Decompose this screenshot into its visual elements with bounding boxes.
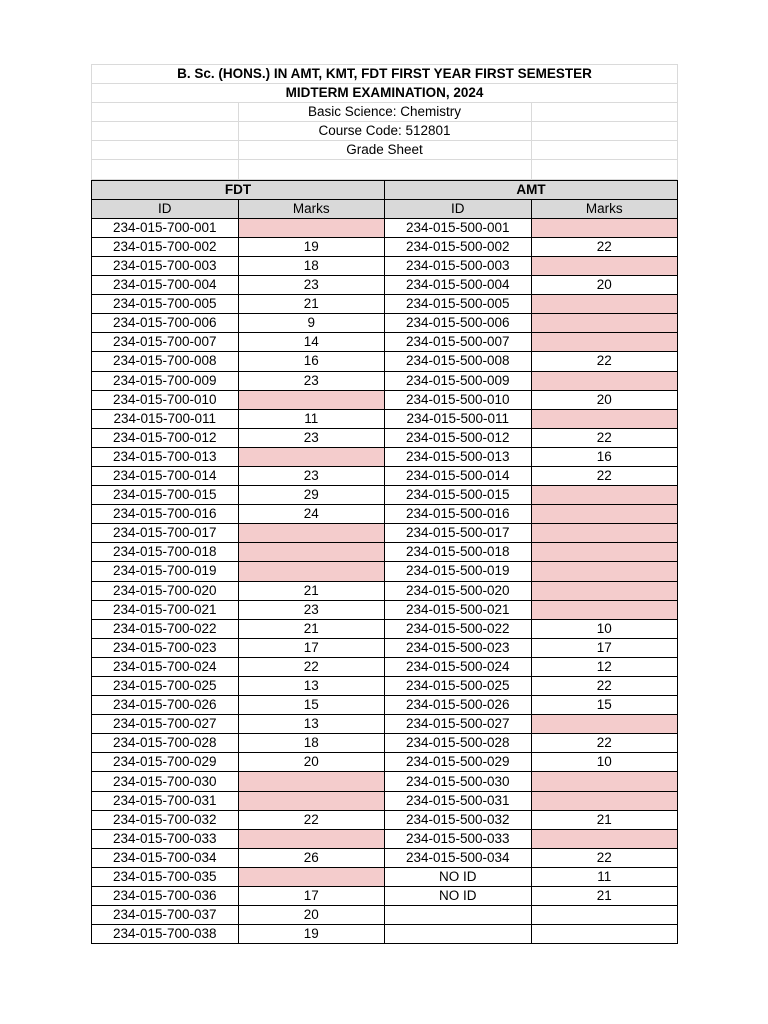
fdt-id-cell: 234-015-700-034: [92, 848, 239, 867]
table-row: [92, 428, 678, 447]
fdt-marks-cell: 23: [238, 600, 385, 619]
table-row: [92, 829, 678, 848]
fdt-id-cell: 234-015-700-033: [92, 829, 239, 848]
table-row: [92, 466, 678, 485]
fdt-id-cell: 234-015-700-024: [92, 657, 239, 676]
table-row: [92, 619, 678, 638]
fdt-id-cell: 234-015-700-018: [92, 543, 239, 562]
fdt-marks-cell: 20: [238, 753, 385, 772]
amt-id-cell: 234-015-500-016: [385, 505, 532, 524]
table-row: [92, 371, 678, 390]
fdt-id-cell: 234-015-700-012: [92, 428, 239, 447]
grade-sheet: [91, 64, 677, 944]
fdt-id-cell: 234-015-700-038: [92, 925, 239, 944]
amt-id-cell: 234-015-500-024: [385, 657, 532, 676]
amt-marks-cell: [531, 314, 678, 333]
amt-marks-cell: 16: [531, 447, 678, 466]
amt-id-cell: 234-015-500-011: [385, 409, 532, 428]
amt-marks-cell: 20: [531, 276, 678, 295]
fdt-marks-cell: 21: [238, 581, 385, 600]
fdt-id-cell: 234-015-700-001: [92, 218, 239, 237]
amt-marks-cell: [531, 600, 678, 619]
fdt-marks-cell: 21: [238, 295, 385, 314]
fdt-marks-cell: 29: [238, 486, 385, 505]
amt-id-cell: [385, 906, 532, 925]
amt-id-cell: 234-015-500-020: [385, 581, 532, 600]
amt-id-cell: 234-015-500-014: [385, 466, 532, 485]
table-row: [92, 600, 678, 619]
fdt-marks-cell: 22: [238, 810, 385, 829]
fdt-id-cell: 234-015-700-015: [92, 486, 239, 505]
fdt-id-cell: 234-015-700-008: [92, 352, 239, 371]
fdt-marks-cell: [238, 524, 385, 543]
amt-id-cell: NO ID: [385, 867, 532, 886]
section-header-amt: AMT: [385, 180, 678, 199]
fdt-marks-cell: [238, 562, 385, 581]
fdt-marks-cell: [238, 543, 385, 562]
amt-marks-cell: 22: [531, 352, 678, 371]
table-row: [92, 753, 678, 772]
amt-id-cell: 234-015-500-005: [385, 295, 532, 314]
fdt-marks-cell: 18: [238, 734, 385, 753]
fdt-marks-cell: 23: [238, 428, 385, 447]
fdt-marks-cell: 11: [238, 409, 385, 428]
amt-marks-cell: [531, 791, 678, 810]
fdt-marks-cell: 18: [238, 256, 385, 275]
fdt-marks-cell: 14: [238, 333, 385, 352]
fdt-id-cell: 234-015-700-020: [92, 581, 239, 600]
fdt-marks-cell: 26: [238, 848, 385, 867]
title-line-2: MIDTERM EXAMINATION, 2024: [92, 84, 678, 103]
fdt-marks-cell: 24: [238, 505, 385, 524]
amt-marks-cell: 22: [531, 734, 678, 753]
amt-id-cell: 234-015-500-006: [385, 314, 532, 333]
amt-marks-cell: [531, 543, 678, 562]
amt-marks-cell: [531, 829, 678, 848]
amt-marks-cell: 22: [531, 677, 678, 696]
fdt-id-cell: 234-015-700-025: [92, 677, 239, 696]
fdt-id-cell: 234-015-700-004: [92, 276, 239, 295]
table-row: [92, 810, 678, 829]
fdt-id-cell: 234-015-700-023: [92, 638, 239, 657]
fdt-marks-cell: 16: [238, 352, 385, 371]
fdt-id-cell: 234-015-700-016: [92, 505, 239, 524]
table-row: [92, 715, 678, 734]
amt-id-cell: 234-015-500-021: [385, 600, 532, 619]
amt-id-cell: 234-015-500-028: [385, 734, 532, 753]
column-header-fdt-marks: Marks: [238, 199, 385, 218]
amt-id-cell: 234-015-500-013: [385, 447, 532, 466]
amt-marks-cell: 10: [531, 619, 678, 638]
amt-marks-cell: 21: [531, 810, 678, 829]
amt-marks-cell: [531, 333, 678, 352]
fdt-marks-cell: [238, 791, 385, 810]
course-code: Course Code: 512801: [238, 122, 531, 141]
amt-marks-cell: 15: [531, 696, 678, 715]
amt-marks-cell: 21: [531, 887, 678, 906]
amt-marks-cell: 12: [531, 657, 678, 676]
amt-marks-cell: [531, 562, 678, 581]
grade-table: [91, 180, 678, 945]
amt-id-cell: 234-015-500-015: [385, 486, 532, 505]
table-row: [92, 734, 678, 753]
title-line-1: B. Sc. (HONS.) IN AMT, KMT, FDT FIRST YEAR FIRST SEMESTER: [92, 65, 678, 84]
table-row: [92, 562, 678, 581]
fdt-id-cell: 234-015-700-014: [92, 466, 239, 485]
amt-marks-cell: 11: [531, 867, 678, 886]
amt-id-cell: 234-015-500-010: [385, 390, 532, 409]
table-row: [92, 256, 678, 275]
amt-marks-cell: [531, 925, 678, 944]
fdt-id-cell: 234-015-700-009: [92, 371, 239, 390]
fdt-marks-cell: [238, 867, 385, 886]
fdt-marks-cell: [238, 829, 385, 848]
amt-marks-cell: [531, 524, 678, 543]
table-row: [92, 276, 678, 295]
fdt-marks-cell: 17: [238, 887, 385, 906]
fdt-id-cell: 234-015-700-005: [92, 295, 239, 314]
amt-id-cell: [385, 925, 532, 944]
amt-marks-cell: [531, 772, 678, 791]
table-row: [92, 772, 678, 791]
amt-id-cell: 234-015-500-004: [385, 276, 532, 295]
fdt-marks-cell: [238, 390, 385, 409]
fdt-marks-cell: 13: [238, 715, 385, 734]
fdt-marks-cell: 13: [238, 677, 385, 696]
amt-id-cell: 234-015-500-026: [385, 696, 532, 715]
table-row: [92, 505, 678, 524]
amt-id-cell: 234-015-500-027: [385, 715, 532, 734]
amt-id-cell: 234-015-500-018: [385, 543, 532, 562]
amt-marks-cell: [531, 256, 678, 275]
table-row: [92, 696, 678, 715]
fdt-marks-cell: [238, 447, 385, 466]
table-row: [92, 887, 678, 906]
fdt-id-cell: 234-015-700-019: [92, 562, 239, 581]
amt-id-cell: 234-015-500-017: [385, 524, 532, 543]
table-row: [92, 906, 678, 925]
fdt-id-cell: 234-015-700-021: [92, 600, 239, 619]
amt-marks-cell: [531, 715, 678, 734]
section-header-fdt: FDT: [92, 180, 385, 199]
table-row: [92, 314, 678, 333]
fdt-id-cell: 234-015-700-029: [92, 753, 239, 772]
fdt-marks-cell: 23: [238, 466, 385, 485]
sheet-label: Grade Sheet: [238, 141, 531, 160]
amt-marks-cell: 22: [531, 466, 678, 485]
table-row: [92, 409, 678, 428]
amt-id-cell: 234-015-500-003: [385, 256, 532, 275]
fdt-id-cell: 234-015-700-028: [92, 734, 239, 753]
fdt-id-cell: 234-015-700-036: [92, 887, 239, 906]
fdt-id-cell: 234-015-700-017: [92, 524, 239, 543]
table-row: [92, 524, 678, 543]
table-row: [92, 447, 678, 466]
fdt-id-cell: 234-015-700-002: [92, 237, 239, 256]
amt-marks-cell: [531, 581, 678, 600]
amt-id-cell: 234-015-500-007: [385, 333, 532, 352]
amt-id-cell: 234-015-500-025: [385, 677, 532, 696]
table-row: [92, 486, 678, 505]
table-row: [92, 218, 678, 237]
table-row: [92, 791, 678, 810]
table-row: [92, 638, 678, 657]
fdt-marks-cell: 23: [238, 276, 385, 295]
subject-title: Basic Science: Chemistry: [238, 103, 531, 122]
table-row: [92, 657, 678, 676]
fdt-id-cell: 234-015-700-026: [92, 696, 239, 715]
column-header-fdt-id: ID: [92, 199, 239, 218]
fdt-marks-cell: 22: [238, 657, 385, 676]
fdt-id-cell: 234-015-700-030: [92, 772, 239, 791]
table-row: [92, 925, 678, 944]
table-row: [92, 867, 678, 886]
table-row: [92, 543, 678, 562]
table-row: [92, 581, 678, 600]
amt-marks-cell: [531, 409, 678, 428]
amt-marks-cell: 22: [531, 848, 678, 867]
fdt-marks-cell: 21: [238, 619, 385, 638]
amt-marks-cell: [531, 486, 678, 505]
amt-id-cell: 234-015-500-034: [385, 848, 532, 867]
amt-marks-cell: 17: [531, 638, 678, 657]
fdt-id-cell: 234-015-700-010: [92, 390, 239, 409]
amt-marks-cell: 10: [531, 753, 678, 772]
table-row: [92, 295, 678, 314]
fdt-id-cell: 234-015-700-007: [92, 333, 239, 352]
table-row: [92, 352, 678, 371]
amt-id-cell: 234-015-500-023: [385, 638, 532, 657]
amt-marks-cell: 20: [531, 390, 678, 409]
amt-marks-cell: 22: [531, 428, 678, 447]
fdt-id-cell: 234-015-700-031: [92, 791, 239, 810]
amt-id-cell: 234-015-500-030: [385, 772, 532, 791]
table-row: [92, 390, 678, 409]
fdt-id-cell: 234-015-700-011: [92, 409, 239, 428]
amt-id-cell: 234-015-500-022: [385, 619, 532, 638]
fdt-id-cell: 234-015-700-032: [92, 810, 239, 829]
fdt-marks-cell: 17: [238, 638, 385, 657]
amt-id-cell: 234-015-500-001: [385, 218, 532, 237]
fdt-id-cell: 234-015-700-035: [92, 867, 239, 886]
fdt-marks-cell: 23: [238, 371, 385, 390]
fdt-marks-cell: 9: [238, 314, 385, 333]
amt-id-cell: 234-015-500-002: [385, 237, 532, 256]
amt-id-cell: 234-015-500-012: [385, 428, 532, 447]
amt-marks-cell: 22: [531, 237, 678, 256]
column-header-amt-marks: Marks: [531, 199, 678, 218]
amt-id-cell: 234-015-500-019: [385, 562, 532, 581]
fdt-id-cell: 234-015-700-013: [92, 447, 239, 466]
table-row: [92, 333, 678, 352]
table-row: [92, 848, 678, 867]
fdt-marks-cell: [238, 772, 385, 791]
amt-id-cell: 234-015-500-029: [385, 753, 532, 772]
fdt-id-cell: 234-015-700-027: [92, 715, 239, 734]
amt-id-cell: 234-015-500-031: [385, 791, 532, 810]
sheet-header: [91, 64, 678, 180]
fdt-marks-cell: 19: [238, 925, 385, 944]
amt-id-cell: 234-015-500-009: [385, 371, 532, 390]
amt-id-cell: 234-015-500-032: [385, 810, 532, 829]
amt-id-cell: 234-015-500-033: [385, 829, 532, 848]
column-header-amt-id: ID: [385, 199, 532, 218]
fdt-id-cell: 234-015-700-003: [92, 256, 239, 275]
amt-marks-cell: [531, 505, 678, 524]
fdt-marks-cell: [238, 218, 385, 237]
amt-marks-cell: [531, 218, 678, 237]
amt-id-cell: NO ID: [385, 887, 532, 906]
fdt-id-cell: 234-015-700-022: [92, 619, 239, 638]
fdt-marks-cell: 15: [238, 696, 385, 715]
table-row: [92, 237, 678, 256]
amt-marks-cell: [531, 906, 678, 925]
fdt-marks-cell: 19: [238, 237, 385, 256]
fdt-marks-cell: 20: [238, 906, 385, 925]
table-row: [92, 677, 678, 696]
fdt-id-cell: 234-015-700-006: [92, 314, 239, 333]
amt-marks-cell: [531, 371, 678, 390]
amt-id-cell: 234-015-500-008: [385, 352, 532, 371]
fdt-id-cell: 234-015-700-037: [92, 906, 239, 925]
amt-marks-cell: [531, 295, 678, 314]
